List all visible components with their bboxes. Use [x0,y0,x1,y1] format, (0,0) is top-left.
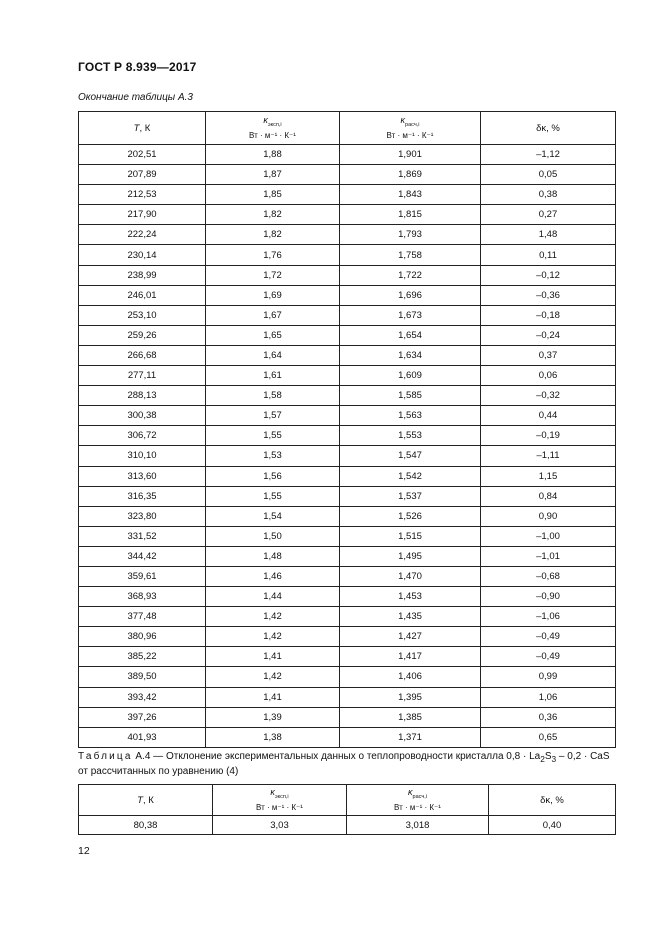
deviation-label: δκ, % [540,794,564,806]
table-row [79,727,616,747]
column-header-deviation [481,112,616,145]
table-cell: 1,406 [340,667,481,687]
table-row [79,446,616,466]
conductivity-units: Вт · м⁻¹ · К⁻¹ [256,802,303,812]
table-cell: –0,49 [481,627,616,647]
table-cell: 385,22 [79,647,206,667]
table-cell: 1,57 [206,406,340,426]
table-row [79,345,616,365]
table-cell: 3,03 [213,816,347,835]
table-cell: 306,72 [79,426,206,446]
table-cell: 0,90 [481,506,616,526]
formula-subscript: 3 [551,754,557,764]
table-cell: –0,90 [481,587,616,607]
table-number: А.4 [132,751,151,762]
table-cell: 310,10 [79,446,206,466]
table-cell: 253,10 [79,305,206,325]
table-cell: 1,82 [206,225,340,245]
table-cell: 1,901 [340,145,481,165]
table-cell: 401,93 [79,727,206,747]
column-header-conductivity-calculated [347,785,489,816]
column-header-deviation [489,785,616,816]
table-cell: –1,00 [481,526,616,546]
table-row [79,426,616,446]
table-cell: 0,65 [481,727,616,747]
table-cell: 0,99 [481,667,616,687]
table-cell: 1,42 [206,607,340,627]
formula-element: S [544,751,552,762]
table-cell: 344,42 [79,546,206,566]
table-cell: 397,26 [79,707,206,727]
table-cell: 1,793 [340,225,481,245]
table-cell: 259,26 [79,325,206,345]
table-cell: 1,88 [206,145,340,165]
table-cell: 1,87 [206,165,340,185]
table-cell: –0,49 [481,647,616,667]
formula-tail: – 0,2 · CaS [556,751,610,762]
table-row [79,816,616,835]
table-cell: 1,06 [481,687,616,707]
conductivity-units: Вт · м⁻¹ · К⁻¹ [386,130,434,140]
table-row [79,506,616,526]
table-cell: 0,44 [481,406,616,426]
table-row [79,607,616,627]
table-cell: 1,843 [340,185,481,205]
table-cell: 1,48 [481,225,616,245]
table-row [79,325,616,345]
table-cell: 1,385 [340,707,481,727]
table-cell: 1,515 [340,526,481,546]
page-number: 12 [78,845,90,857]
column-header-conductivity-calculated [340,112,481,145]
formula-subscript: 2 [540,754,545,764]
table-cell: 1,563 [340,406,481,426]
table-cell: 1,38 [206,727,340,747]
deviation-label: δκ, % [536,122,560,134]
table-cell: 1,553 [340,426,481,446]
table-cell: 217,90 [79,205,206,225]
table-cell: 316,35 [79,486,206,506]
table-row [79,285,616,305]
table-cell: –0,12 [481,265,616,285]
table-cell: –0,32 [481,386,616,406]
table-cell: 1,869 [340,165,481,185]
table-cell: 246,01 [79,285,206,305]
table-cell: 1,41 [206,647,340,667]
temperature-unit: , К [142,794,154,806]
table-cell: 1,495 [340,546,481,566]
table-cell: 1,758 [340,245,481,265]
kappa-subscript: расч,i [405,121,420,128]
table-a4-header-row [79,785,616,816]
table-row [79,627,616,647]
table-cell: 331,52 [79,526,206,546]
table-cell: 380,96 [79,627,206,647]
table-cell: 266,68 [79,345,206,365]
table-row [79,145,616,165]
table-cell: 3,018 [347,816,489,835]
table-cell: 377,48 [79,607,206,627]
table-cell: 313,60 [79,466,206,486]
table-cell: 0,37 [481,345,616,365]
table-cell: 1,815 [340,205,481,225]
table-row [79,185,616,205]
table-row [79,225,616,245]
table-cell: 0,84 [481,486,616,506]
table-cell: 1,395 [340,687,481,707]
table-cell: 1,44 [206,587,340,607]
table-a4-title [78,751,615,778]
table-row [79,486,616,506]
table-cell: 1,55 [206,486,340,506]
table-cell: 1,53 [206,446,340,466]
table-cell: 393,42 [79,687,206,707]
table-cell: 1,65 [206,325,340,345]
table-cell: 288,13 [79,386,206,406]
table-cell: 359,61 [79,566,206,586]
table-row [79,466,616,486]
table-row [79,707,616,727]
conductivity-units: Вт · м⁻¹ · К⁻¹ [249,130,296,140]
table-cell: 1,585 [340,386,481,406]
table-cell: 238,99 [79,265,206,285]
table-cell: 230,14 [79,245,206,265]
table-cell: –0,19 [481,426,616,446]
table-cell: 1,526 [340,506,481,526]
table-cell: 80,38 [79,816,213,835]
table-cell: –0,18 [481,305,616,325]
table-row [79,566,616,586]
table-cell: –0,68 [481,566,616,586]
table-cell: 0,36 [481,707,616,727]
table-cell: –1,01 [481,546,616,566]
table-cell: –0,24 [481,325,616,345]
table-cell: 0,06 [481,366,616,386]
table-title-text: — Отклонение экспериментальных данных о теплопроводности кристалла 0,8 · La [150,751,541,762]
table-row [79,165,616,185]
table-row [79,546,616,566]
table-cell: 1,15 [481,466,616,486]
temperature-unit: , К [139,122,151,134]
table-cell: 1,654 [340,325,481,345]
table-cell: 1,609 [340,366,481,386]
conductivity-units: Вт · м⁻¹ · К⁻¹ [394,802,441,812]
table-a4-body [79,816,616,835]
kappa-symbol: κ [270,787,275,798]
table-a4 [78,784,616,835]
table-cell: 0,27 [481,205,616,225]
table-row [79,406,616,426]
table-cell: 1,69 [206,285,340,305]
table-cell: 1,470 [340,566,481,586]
column-header-conductivity-experimental [206,112,340,145]
table-cell: 1,417 [340,647,481,667]
table-cell: 323,80 [79,506,206,526]
kappa-subscript: эксп,i [267,121,282,128]
table-cell: 1,48 [206,546,340,566]
table-cell: 1,371 [340,727,481,747]
table-a3-caption: Окончание таблицы А.3 [78,92,193,103]
table-cell: 1,634 [340,345,481,365]
table-cell: 1,46 [206,566,340,586]
table-row [79,366,616,386]
column-header-conductivity-experimental [213,785,347,816]
table-cell: 1,64 [206,345,340,365]
table-cell: 1,55 [206,426,340,446]
table-cell: 207,89 [79,165,206,185]
table-a3 [78,111,616,748]
table-cell: 1,58 [206,386,340,406]
table-cell: –1,11 [481,446,616,466]
table-cell: 1,42 [206,667,340,687]
table-row [79,587,616,607]
table-cell: –0,36 [481,285,616,305]
table-row [79,667,616,687]
table-cell: 1,537 [340,486,481,506]
table-cell: 1,67 [206,305,340,325]
table-cell: 389,50 [79,667,206,687]
table-cell: 1,542 [340,466,481,486]
table-cell: –1,06 [481,607,616,627]
table-cell: 0,40 [489,816,616,835]
table-row [79,687,616,707]
table-cell: 1,41 [206,687,340,707]
kappa-symbol: κ [408,787,413,798]
table-row [79,647,616,667]
table-cell: 1,82 [206,205,340,225]
table-a3-header-row [79,112,616,145]
table-cell: 1,50 [206,526,340,546]
kappa-symbol: κ [400,115,406,126]
kappa-subscript: расч,i [412,793,427,800]
table-cell: 300,38 [79,406,206,426]
table-cell: 368,93 [79,587,206,607]
table-row [79,526,616,546]
table-cell: 1,42 [206,627,340,647]
table-a3-body [79,145,616,748]
table-cell: 1,547 [340,446,481,466]
table-cell: 1,54 [206,506,340,526]
table-title-line-2: от рассчитанных по уравнению (4) [78,765,239,777]
table-cell: 1,435 [340,607,481,627]
table-cell: 1,427 [340,627,481,647]
table-cell: 0,11 [481,245,616,265]
table-cell: 222,24 [79,225,206,245]
temperature-symbol: T [133,122,140,134]
table-cell: –1,12 [481,145,616,165]
table-word: Таблица [78,751,133,762]
column-header-temperature [79,785,213,816]
column-header-temperature [79,112,206,145]
table-cell: 1,453 [340,587,481,607]
table-cell: 1,85 [206,185,340,205]
table-cell: 1,39 [206,707,340,727]
table-cell: 1,56 [206,466,340,486]
table-row [79,205,616,225]
table-row [79,265,616,285]
table-cell: 212,53 [79,185,206,205]
table-cell: 1,696 [340,285,481,305]
temperature-symbol: T [137,794,143,806]
table-row [79,305,616,325]
table-row [79,245,616,265]
table-cell: 1,61 [206,366,340,386]
table-cell: 1,76 [206,245,340,265]
kappa-subscript: эксп,i [274,793,289,800]
table-cell: 0,05 [481,165,616,185]
table-cell: 0,38 [481,185,616,205]
table-cell: 1,72 [206,265,340,285]
kappa-symbol: κ [263,115,268,126]
table-cell: 1,722 [340,265,481,285]
table-cell: 277,11 [79,366,206,386]
document-id-header: ГОСТ Р 8.939—2017 [78,60,197,74]
table-cell: 202,51 [79,145,206,165]
table-row [79,386,616,406]
table-cell: 1,673 [340,305,481,325]
